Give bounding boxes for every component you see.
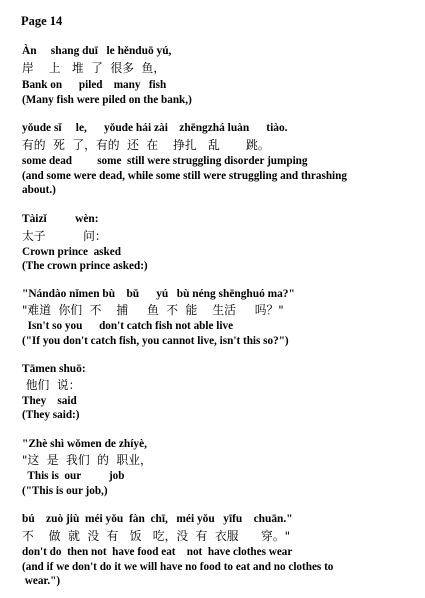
hanzi-line: "这 是 我们 的 职业， <box>22 453 152 467</box>
translation-line: (and some were dead, while some still were struggling and thrashing <box>22 170 347 182</box>
pinyin-line: "Zhè shì wǒmen de zhíyè, <box>22 438 147 450</box>
hanzi-line: 岸 上 堆 了 很多 鱼， <box>22 61 166 75</box>
page-number: Page 14 <box>21 14 63 28</box>
translation-line: ("This is our job,) <box>22 485 108 497</box>
pinyin-line: bú zuò jiù méi yǒu fàn chī, méi yǒu yīfu chuān." <box>22 513 293 525</box>
hanzi-line: 太子 问： <box>22 229 107 243</box>
gloss-line: Bank on piled many fish <box>22 79 167 91</box>
hanzi-line: 有的 死 了，有的 还 在 挣扎 乱 跳。 <box>22 138 270 152</box>
hanzi-line: 不 做 就 没 有 饭 吃，没 有 衣服 穿。" <box>22 529 291 543</box>
translation-line: (and if we don't do it we will have no food to eat and no clothes to <box>22 561 334 573</box>
gloss-line: Crown prince asked <box>22 246 121 258</box>
gloss-line: This is our job <box>22 470 125 482</box>
translation-line: (The crown prince asked:) <box>22 260 148 272</box>
hanzi-line: 他们 说： <box>22 378 81 392</box>
pinyin-line: yǒude sǐ le, yǒude hái zài zhēngzhá luàn tiào. <box>22 122 288 134</box>
pinyin-line: "Nándào nǐmen bù bǔ yú bù néng shēnghuó ma?" <box>22 288 295 300</box>
pinyin-line: Tāmen shuō: <box>22 363 86 375</box>
gloss-line: some dead some still were struggling disorder jumping <box>22 155 308 167</box>
gloss-line: Isn't so you don't catch fish not able live <box>22 320 234 332</box>
translation-line-continued: about.) <box>22 184 56 196</box>
hanzi-line: "难道 你们 不 捕 鱼 不 能 生活 吗？" <box>22 303 284 317</box>
pinyin-line: Tàizǐ wèn: <box>22 213 99 225</box>
gloss-line: don't do then not have food eat not have clothes wear <box>22 546 293 558</box>
translation-line: ("If you don't catch fish, you cannot live, isn't this so?") <box>22 335 289 347</box>
translation-line: (Many fish were piled on the bank,) <box>22 94 192 106</box>
translation-line-continued: wear.") <box>22 575 61 587</box>
translation-line: (They said:) <box>22 409 80 421</box>
gloss-line: They said <box>22 395 77 407</box>
pinyin-line: Àn shang duī le hěnduō yú, <box>22 45 172 57</box>
